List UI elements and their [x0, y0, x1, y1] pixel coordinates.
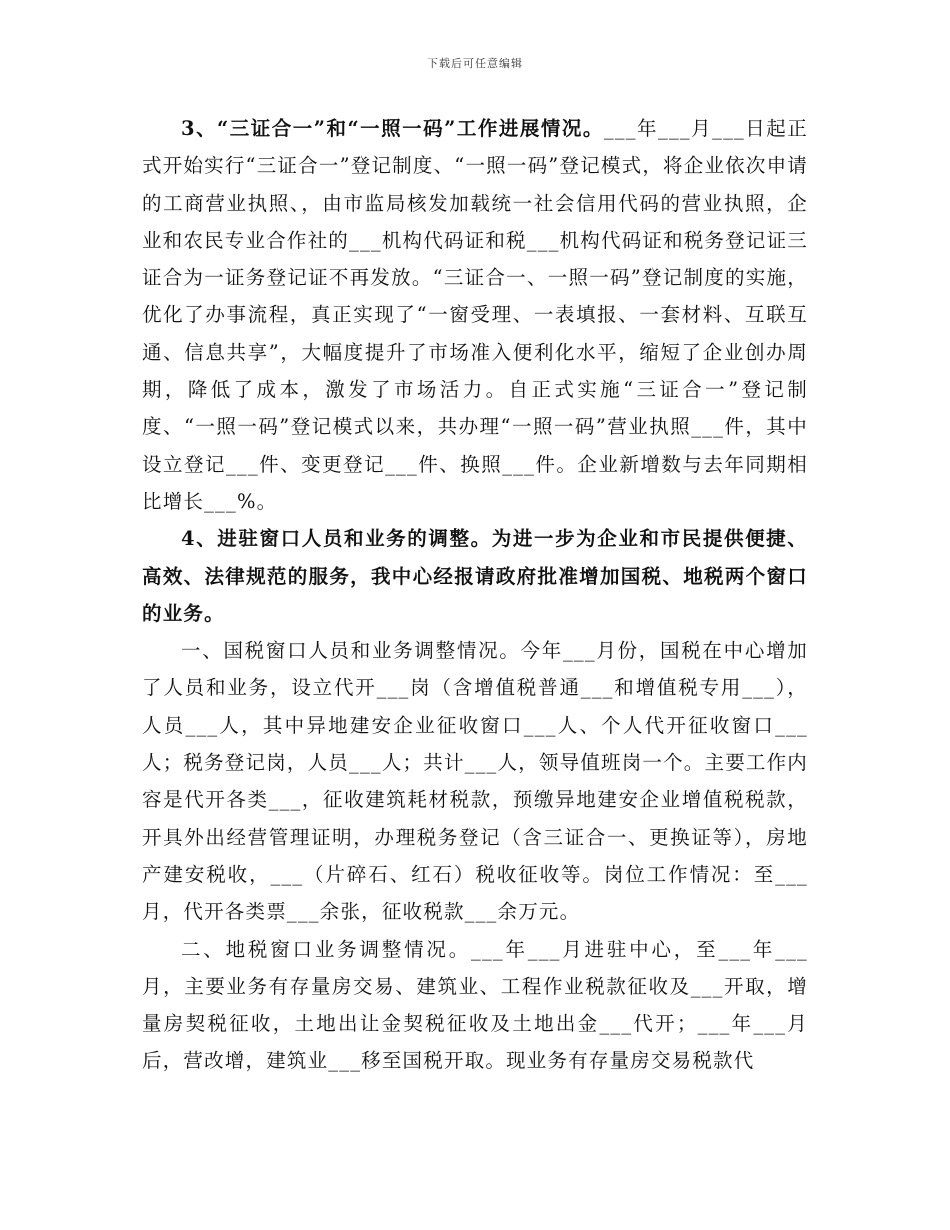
paragraph-guoshui [142, 632, 808, 930]
paragraph-4 [142, 520, 808, 632]
document-body [142, 110, 808, 1080]
paragraph-3 [142, 110, 808, 520]
paragraph-3-text: ___年___月___日起正式开始实行“三证合一”登记制度、“一照一码”登记模式，将企业依次申请的工商营业执照、，由市监局核发加载统一社会信用代码的营业执照，企业和农民专业合作社的___机构代码证和税___机构代码证和税务登记证三证合为一证务登记证不再发放。“三证合一、一照一码”登记制度的实施，优化了办事流程，真正实现了“一窗受理、一表填报、一套材料、互联互通、信息共享”，大幅度提升了市场准入便利化水平，缩短了企业创办周期，降低了成本，激发了市场活力。自正式实施“三证合一”登记制度、“一照一码”登记模式以来，共办理“一照一码”营业执照___件，其中设立登记___件、变更登记___件、换照___件。企业新增数与去年同期相比增长___%。 [142, 117, 809, 513]
paragraph-dishui-text: 二、地税窗口业务调整情况。___年___月进驻中心，至___年___月，主要业务有存量房交易、建筑业、工程作业税款征收及___开取，增量房契税征收，土地出让金契税征收及土地出金___代开；___年___月后，营改增，建筑业___移至国税开取。现业务有存量房交易税款代 [142, 937, 808, 1073]
paragraph-dishui [142, 931, 808, 1080]
page-header: 下载后可任意编辑 [427, 57, 523, 70]
paragraph-guoshui-text: 一、国税窗口人员和业务调整情况。今年___月份，国税在中心增加了人员和业务，设立代开___岗（含增值税普通___和增值税专用___），人员___人，其中异地建安企业征收窗口___人、个人代开征收窗口___人；税务登记岗，人员___人；共计___人，领导值班岗一个。主要工作内容是代开各类___，征收建筑耗材税款，预缴异地建安企业增值税税款，开具外出经营管理证明，办理税务登记（含三证合一、更换证等），房地产建安税收，___（片碎石、红石）税收征收等。岗位工作情况：至___月，代开各类票___余张，征收税款___余万元。 [142, 639, 809, 924]
paragraph-4-heading: 4、进驻窗口人员和业务的调整。为进一步为企业和市民提供便捷、高效、法律规范的服务，我中心经报请政府批准增加国税、地税两个窗口的业务。 [142, 527, 808, 625]
paragraph-3-heading: 3、“三证合一”和“一照一码”工作进展情况。 [181, 117, 604, 140]
